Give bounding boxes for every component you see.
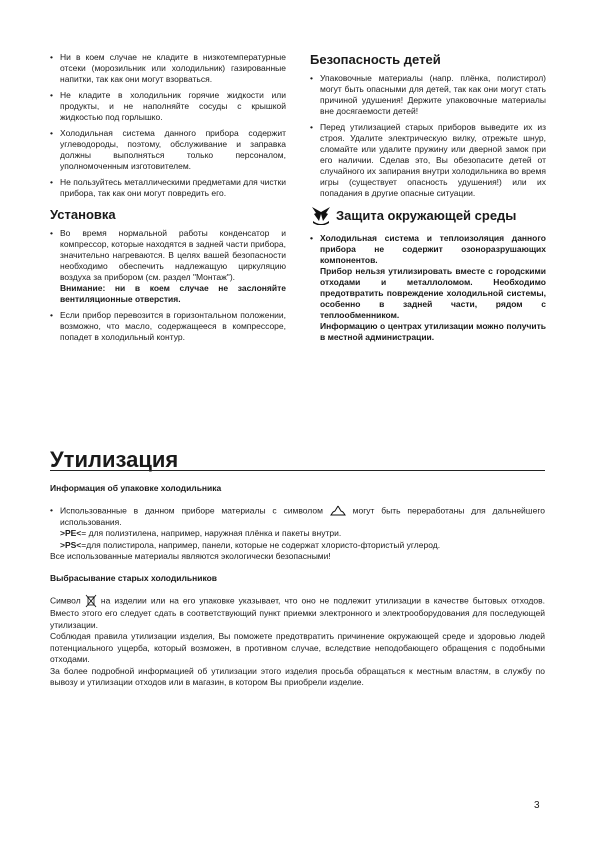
env-heading-row bbox=[310, 205, 546, 225]
env-heading: Защита окружающей среды bbox=[336, 207, 517, 223]
pe-code: >PE< bbox=[60, 528, 82, 538]
safe-materials-text: Все использованные материалы являются экологически безопасными! bbox=[50, 551, 331, 561]
install-heading: Установка bbox=[50, 207, 116, 222]
pack-text-cont: могут быть переработаны для дальнейшего использования. bbox=[60, 504, 545, 527]
install-warning: Внимание: ни в коем случае не заслоняйте вентиляционные отверстия. bbox=[60, 283, 286, 304]
env-line: Информацию о центрах утилизации можно получить в местной администрации. bbox=[320, 321, 546, 342]
right-column bbox=[310, 52, 546, 348]
list-item: • Упаковочные материалы (напр. плёнка, полистирол) могут быть опасными для детей, так как они могут стать причиной удушения! Держите упаковочные материалы вне досягаемости детей! bbox=[310, 73, 546, 117]
old-fridge-heading: Выбрасывание старых холодильников bbox=[50, 572, 218, 583]
child-safety-list bbox=[310, 73, 546, 199]
install-list bbox=[50, 228, 286, 343]
disposal-body bbox=[50, 483, 545, 689]
list-item bbox=[310, 233, 546, 343]
env-line: Прибор нельзя утилизировать вместе с городскими отходами и металлоломом. Необходимо предотвратить повреждение холодильной системы, особенно в задней части, рядом с теплообменником. bbox=[320, 266, 546, 320]
list-item: • Перед утилизацией старых приборов выведите их из строя. Удалите электрическую вилку, отрежьте шнур, сломайте или удалите пружину или дверной замок при его наличии. Сделав это, Вы обезопасите детей от случайного их запирания внутри холодильника во время игры (существует опасность удушения!) или их попадания в другие опасные ситуации. bbox=[310, 122, 546, 199]
list-item: • Холодильная система данного прибора содержит углеводороды, поэтому, обслуживание и заправка должны выполняться только персоналом, уполномоченным изготовителем. bbox=[50, 128, 286, 172]
disposal-title: Утилизация bbox=[50, 447, 179, 472]
recycle-icon bbox=[330, 505, 346, 517]
symbol-paragraph bbox=[50, 594, 545, 631]
child-safety-heading: Безопасность детей bbox=[310, 52, 441, 67]
env-list bbox=[310, 233, 546, 343]
paragraph: Соблюдая правила утилизации изделия, Вы поможете предотвратить причинение окружающей среде и здоровью людей потенциального ущерба, который возможен, в противном случае, вследствие неподобающего обращения с подобными отходами. bbox=[50, 631, 545, 664]
pack-text: Использованные в данном приборе материалы с символом bbox=[60, 504, 323, 515]
packaging-heading: Информация об упаковке холодильника bbox=[50, 483, 222, 493]
pe-line bbox=[50, 528, 545, 540]
list-item: • Ни в коем случае не кладите в низкотемпературные отсеки (морозильник или холодильник) газированные напитки, так как они могут взорваться. bbox=[50, 52, 286, 85]
ps-code: >PS< bbox=[60, 539, 82, 550]
list-item bbox=[50, 228, 286, 305]
title-divider bbox=[50, 470, 545, 471]
ps-text: =для полистирола, например, панели, которые не содержат хлористо-фтористый углерод. bbox=[81, 539, 441, 550]
list-item: • Не кладите в холодильник горячие жидкости или продукты, и не наполняйте сосуды с крышкой жидкостью под горлышко. bbox=[50, 90, 286, 123]
pe-text: = для полиэтилена, например, наружная плёнка и пакеты внутри. bbox=[81, 528, 342, 538]
env-line: • Холодильная система и теплоизоляция данного прибора не содержит озоноразрушающих компонентов. bbox=[320, 233, 546, 265]
install-text: Во время нормальной работы конденсатор и компрессор, которые находятся в задней части прибора, значительно нагреваются. В целях вашей безопасности необходимо обеспечить надлежащую циркуляцию воздуха за прибором (см. раздел "Монтаж"). bbox=[60, 228, 286, 282]
safety-list bbox=[50, 52, 286, 199]
paragraph: За более подробной информацией об утилизации этого изделия просьба обращаться к местным властям, в службу по вывозу и утилизации отходов или в магазин, в котором Вы приобрели изделие. bbox=[50, 665, 545, 687]
list-item bbox=[50, 505, 545, 529]
list-item: • Не пользуйтесь металлическими предметами для чистки прибора, так как они могут повредить его. bbox=[50, 177, 286, 199]
environment-leaf-icon bbox=[310, 205, 332, 225]
page-number: 3 bbox=[534, 800, 540, 811]
symbol-text: Символ bbox=[50, 595, 81, 606]
left-column bbox=[50, 52, 286, 348]
packaging-list bbox=[50, 505, 545, 529]
ps-line bbox=[50, 540, 545, 552]
list-item: • Если прибор перевозится в горизонтальном положении, возможно, что масло, содержащееся в компрессоре, попадет в холодильный контур. bbox=[50, 310, 286, 343]
crossed-bin-icon bbox=[85, 594, 97, 608]
symbol-text-cont: на изделии или на его упаковке указывает, что оно не подлежит утилизации в качестве бытовых отходов. Вместо этого его следует сдать в соответствующий пункт приемки электронного и электрооборудования для последующей утилизации. bbox=[50, 595, 545, 630]
